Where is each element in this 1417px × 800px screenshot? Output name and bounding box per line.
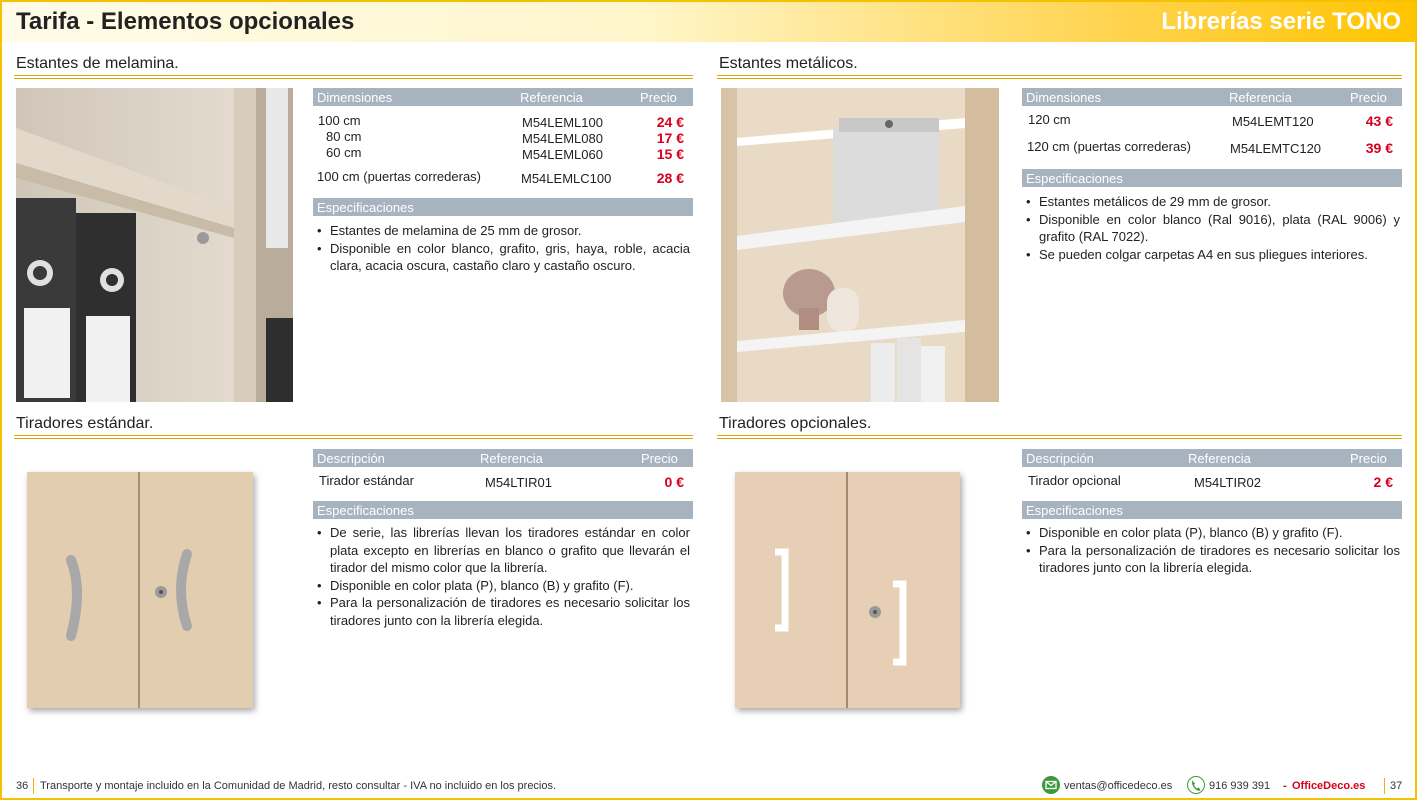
table-cell-dim: 60 cm — [326, 145, 362, 160]
section-rule — [717, 435, 1402, 439]
standard-handle-photo — [27, 472, 253, 708]
table-cell-ref: M54LEMT120 — [1232, 114, 1314, 129]
table-cell-price: 39 € — [1365, 140, 1393, 156]
spec-item: • Disponible en color plata (P), blanco (B) y grafito (F). — [1025, 524, 1400, 542]
col-descripcion: Descripción — [1026, 451, 1094, 466]
spec-header — [313, 501, 693, 519]
table-cell-ref: M54LEML060 — [522, 147, 603, 162]
spec-item: • Estantes de melamina de 25 mm de grosor. — [316, 222, 690, 240]
page-title: Tarifa - Elementos opcionales — [16, 8, 355, 35]
spec-list — [316, 524, 690, 629]
table-cell-dim: 120 cm (puertas correderas) — [1027, 139, 1192, 154]
spec-header — [1022, 169, 1402, 187]
email-icon — [1042, 776, 1060, 794]
footer — [0, 774, 1417, 798]
spec-item: • De serie, las librerías llevan los tiradores estándar en color plata excepto en librerías en blanco o grafito que llevarán el tirador del mismo color que la librería. — [316, 524, 690, 577]
section-rule — [14, 435, 693, 439]
phone-icon — [1187, 776, 1205, 794]
table-cell-desc: Tirador opcional — [1028, 473, 1121, 488]
table-header — [313, 88, 693, 106]
table-header — [1022, 449, 1402, 467]
section-title-metalicos: Estantes metálicos. — [719, 55, 858, 72]
table-cell-price: 43 € — [1365, 113, 1393, 129]
table-cell-price: 15 € — [656, 146, 684, 162]
spec-list — [1025, 524, 1400, 577]
col-referencia: Referencia — [1229, 90, 1292, 105]
table-cell-dim: 100 cm (puertas correderas) — [317, 169, 482, 184]
table-cell-ref: M54LEML080 — [522, 131, 603, 146]
spec-title: Especificaciones — [317, 503, 414, 518]
spec-title: Especificaciones — [317, 200, 414, 215]
melamine-shelf-photo — [16, 88, 293, 402]
table-cell-price: 2 € — [1373, 474, 1393, 490]
spec-list — [1025, 193, 1400, 263]
table-header — [313, 449, 693, 467]
spec-title: Especificaciones — [1026, 171, 1123, 186]
spec-title: Especificaciones — [1026, 503, 1123, 518]
table-header — [1022, 88, 1402, 106]
spec-item: • Para la personalización de tiradores es necesario solicitar los tiradores junto con la librería elegida. — [1025, 542, 1400, 577]
footer-separator — [33, 778, 34, 794]
col-referencia: Referencia — [480, 451, 543, 466]
table-cell-ref: M54LTIR02 — [1194, 475, 1261, 490]
col-dimensiones: Dimensiones — [317, 90, 393, 105]
spec-item: • Se pueden colgar carpetas A4 en sus pliegues interiores. — [1025, 246, 1400, 264]
table-cell-price: 17 € — [656, 130, 684, 146]
col-referencia: Referencia — [1188, 451, 1251, 466]
footer-separator — [1384, 778, 1385, 794]
table-cell-price: 24 € — [656, 114, 684, 130]
section-rule — [717, 75, 1402, 79]
series-title: Librerías serie TONO — [1161, 8, 1401, 35]
col-dimensiones: Dimensiones — [1026, 90, 1102, 105]
spec-item: • Estantes metálicos de 29 mm de grosor. — [1025, 193, 1400, 211]
spec-item: • Disponible en color blanco, grafito, gris, haya, roble, acacia clara, acacia oscura, castaño claro y castaño oscuro. — [316, 240, 690, 275]
section-rule — [14, 75, 693, 79]
spec-item: • Disponible en color plata (P), blanco (B) y grafito (F). — [316, 577, 690, 595]
table-cell-ref: M54LEMTC120 — [1230, 141, 1322, 156]
header-bar — [2, 2, 1415, 42]
table-cell-price: 28 € — [656, 170, 684, 186]
spec-list — [316, 222, 690, 275]
table-cell-ref: M54LTIR01 — [485, 475, 552, 490]
table-cell-desc: Tirador estándar — [319, 473, 414, 488]
col-precio: Precio — [641, 451, 678, 466]
col-referencia: Referencia — [520, 90, 583, 105]
col-precio: Precio — [1350, 451, 1387, 466]
table-cell-dim: 80 cm — [326, 129, 362, 144]
spec-header — [313, 198, 693, 216]
spec-item: • Disponible en color blanco (Ral 9016), plata (RAL 9006) y grafito (RAL 7022). — [1025, 211, 1400, 246]
col-descripcion: Descripción — [317, 451, 385, 466]
table-cell-ref: M54LEML100 — [522, 115, 603, 130]
footer-note: Transporte y montaje incluido en la Comunidad de Madrid, resto consultar - IVA no incluido en los precios. — [40, 780, 557, 792]
table-cell-price: 0 € — [664, 474, 684, 490]
spec-item: • Para la personalización de tiradores es necesario solicitar los tiradores junto con la librería elegida. — [316, 594, 690, 629]
optional-handle-photo — [735, 472, 960, 708]
section-title-tiradores-estandar: Tiradores estándar. — [16, 415, 154, 432]
section-title-melamina: Estantes de melamina. — [16, 55, 179, 72]
table-cell-dim: 120 cm — [1028, 112, 1071, 127]
col-precio: Precio — [640, 90, 677, 105]
footer-brand[interactable]: OfficeDeco.es — [1292, 780, 1366, 792]
table-cell-dim: 100 cm — [318, 113, 361, 128]
page-number-left: 36 — [16, 780, 29, 792]
page-number-right: 37 — [1390, 780, 1403, 792]
section-title-tiradores-opcionales: Tiradores opcionales. — [719, 415, 872, 432]
footer-phone[interactable]: 916 939 391 — [1209, 780, 1271, 792]
footer-dash: - — [1283, 780, 1287, 792]
metal-shelf-photo — [721, 88, 999, 402]
table-cell-ref: M54LEMLC100 — [521, 171, 612, 186]
spec-header — [1022, 501, 1402, 519]
footer-email[interactable]: ventas@officedeco.es — [1064, 780, 1173, 792]
col-precio: Precio — [1350, 90, 1387, 105]
